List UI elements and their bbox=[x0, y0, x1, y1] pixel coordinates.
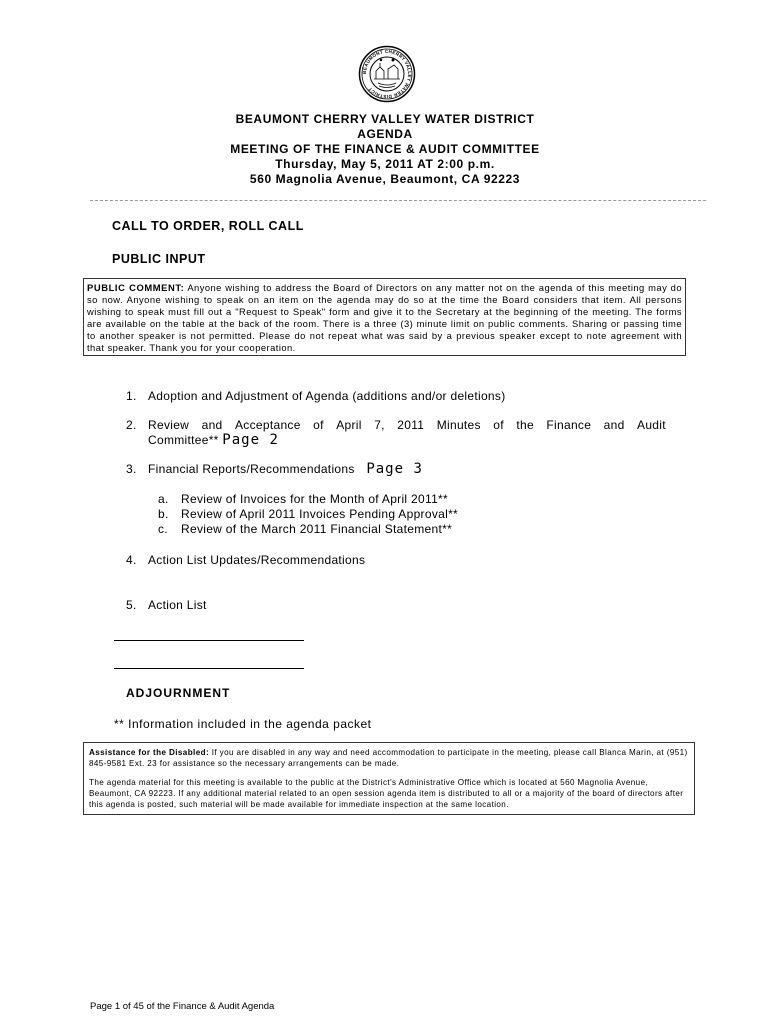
agenda-item-5 bbox=[126, 598, 207, 613]
agenda-item-1 bbox=[126, 389, 506, 404]
assistance-box bbox=[83, 742, 695, 815]
info-note: ** Information included in the agenda packet bbox=[114, 717, 372, 731]
page-reference: Page 2 bbox=[222, 432, 279, 448]
public-comment-label: PUBLIC COMMENT: bbox=[87, 282, 185, 293]
district-name: BEAUMONT CHERRY VALLEY WATER DISTRICT bbox=[235, 112, 535, 126]
page-reference: Page 3 bbox=[366, 461, 423, 477]
item-text: Financial Reports/Recommendations bbox=[148, 462, 355, 476]
subitem-b: b. Review of April 2011 Invoices Pending Approval** bbox=[158, 507, 459, 521]
agenda-item-2: 2. Review and Acceptance of April 7, 2011 Minutes of the Finance and Audit Committee** Page 2 bbox=[126, 418, 666, 448]
blank-line bbox=[114, 640, 304, 641]
subitem-a: a. Review of Invoices for the Month of April 2011** bbox=[158, 492, 448, 506]
item-text: Adoption and Adjustment of Agenda (additions and/or deletions) bbox=[148, 389, 506, 403]
assistance-label: Assistance for the Disabled: bbox=[89, 748, 210, 757]
subitem-c: c. Review of the March 2011 Financial Statement** bbox=[158, 522, 453, 536]
item-number: 3. bbox=[126, 462, 137, 476]
agenda-item-4 bbox=[126, 553, 365, 568]
blank-line bbox=[114, 668, 304, 669]
item-number: 4. bbox=[126, 553, 137, 567]
agenda-header bbox=[0, 112, 770, 187]
item-number: 1. bbox=[126, 389, 137, 403]
call-to-order-heading: CALL TO ORDER, ROLL CALL bbox=[112, 219, 304, 233]
meeting-datetime: Thursday, May 5, 2011 AT 2:00 p.m. bbox=[275, 157, 495, 171]
public-comment-box bbox=[83, 278, 686, 356]
meeting-address: 560 Magnolia Avenue, Beaumont, CA 92223 bbox=[249, 172, 521, 186]
meeting-title: MEETING OF THE FINANCE & AUDIT COMMITTEE bbox=[230, 142, 540, 156]
item-text: Action List Updates/Recommendations bbox=[148, 553, 366, 567]
item-text-continued: Committee** bbox=[148, 433, 219, 447]
public-comment-text: Anyone wishing to address the Board of Directors on any matter not on the agenda of this meeting may do so now. Anyone wishing to speak on an item on the agenda may do so at the time the Board considers that item. All persons wishing to speak must fill out a "Request to Speak" form and give it to the Secretary at the beginning of the meeting. The forms are available on the table at the back of the room. There is a three (3) minute limit on public comments. Sharing or passing time to another speaker is not permitted. Please do not repeat what was said by a previous speaker except to note agreement with that speaker. Thank you for your cooperation. bbox=[87, 282, 682, 353]
public-input-heading: PUBLIC INPUT bbox=[112, 252, 206, 266]
adjournment-heading: ADJOURNMENT bbox=[126, 686, 231, 700]
agenda-item-3 bbox=[126, 462, 423, 477]
agenda-material-text: The agenda material for this meeting is available to the public at the District's Administrative Office which is located at 560 Magnolia Avenue, Beaumont, CA 92223. If any additional material related to an open session agenda item is distributed to all or a majority of the board of directors after this agenda is posted, such material will be made available for immediate inspection at the same location. bbox=[89, 778, 684, 809]
assistance-text: If you are disabled in any way and need accommodation to participate in the meeting, please call Blanca Marin, at (951) 845-9581 Ext. 23 for assistance so the necessary arrangements can be made. bbox=[89, 748, 688, 768]
svg-text:BEAUMONT CHERRY VALLEY WATER D: BEAUMONT CHERRY VALLEY WATER DISTRICT bbox=[361, 48, 413, 100]
item-text: Action List bbox=[148, 598, 207, 612]
item-number: 5. bbox=[126, 598, 137, 612]
agenda-title: AGENDA bbox=[357, 127, 413, 141]
page-footer: Page 1 of 45 of the Finance & Audit Agenda bbox=[90, 1001, 275, 1012]
district-seal-icon bbox=[358, 45, 416, 103]
header-divider bbox=[90, 200, 706, 201]
item-number: 2. bbox=[126, 418, 137, 432]
